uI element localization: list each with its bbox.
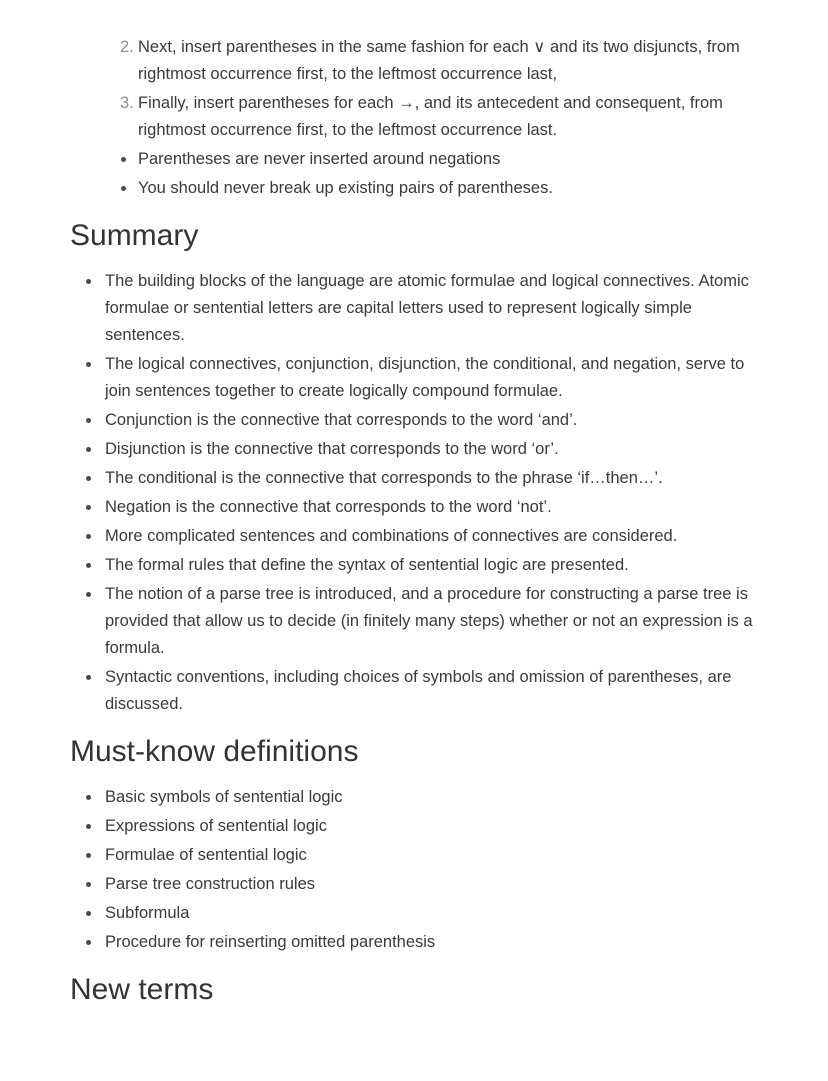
bulleted-list-item [70,406,758,435]
bullet-icon [70,842,105,858]
bullet-item-text: Basic symbols of sentential logic [105,788,343,806]
bullet-item-text: Negation is the connective that corresponds to the word ‘not’. [105,498,552,516]
bullet-item-text: Expressions of sentential logic [105,817,327,835]
bulleted-list-item [70,522,758,551]
bullet-item-text: The formal rules that define the syntax of sentential logic are presented. [105,556,629,574]
bulleted-list-item [70,812,758,841]
bullet-item-text: The notion of a parse tree is introduced, and a procedure for constructing a parse tree is provided that allow us to decide (in finitely many steps) whether or not an expression is a formula. [105,585,753,657]
bulleted-list-item [70,580,758,663]
bullet-item-text: The conditional is the connective that corresponds to the phrase ‘if…then…’. [105,469,663,487]
must-know-definitions-heading: Must-know definitions [70,735,359,768]
bullet-item-text: The building blocks of the language are atomic formulae and logical connectives. Atomic formulae or sentential letters are capital letters used to represent logically simple sentences. [105,272,749,344]
bullet-item-text: Syntactic conventions, including choices of symbols and omission of parentheses, are discussed. [105,668,732,713]
summary-list [70,267,758,719]
list-number: 2. [120,38,134,56]
bulleted-list-item [120,145,758,174]
bulleted-list-item [70,464,758,493]
numbered-list-item [120,33,758,89]
numbered-item-text: Finally, insert parentheses for each →, and its antecedent and consequent, from rightmost occurrence first, to the leftmost occurrence last. [138,94,723,139]
new-terms-heading: New terms [70,973,214,1006]
bulleted-list-item [70,928,758,957]
bullet-item-text: Conjunction is the connective that corresponds to the word ‘and’. [105,411,578,429]
bullet-icon [70,929,105,945]
bullet-item-text: Formulae of sentential logic [105,846,307,864]
bullet-item-text: Procedure for reinserting omitted parenthesis [105,933,436,951]
bullet-icon [70,664,105,680]
bullet-icon [70,784,105,800]
list-number: 3. [120,94,134,112]
bullet-item-text: Disjunction is the connective that corresponds to the word ‘or’. [105,440,559,458]
parenthesis-procedure-section [120,33,758,203]
bullet-icon [70,813,105,829]
bulleted-list-item [70,899,758,928]
bullet-icon [70,465,105,481]
bullet-icon [70,581,105,597]
bulleted-list-item [70,870,758,899]
numbered-item-text: Next, insert parentheses in the same fashion for each ∨ and its two disjuncts, from rightmost occurrence first, to the leftmost occurrence last, [138,38,740,83]
bulleted-list-item [70,493,758,522]
numbered-list-item [120,89,758,145]
bulleted-list-item [70,267,758,350]
bullet-icon [70,494,105,510]
bullet-item-text: More complicated sentences and combinations of connectives are considered. [105,527,678,545]
bulleted-list-item [120,174,758,203]
summary-heading: Summary [70,219,199,252]
bulleted-list-item [70,663,758,719]
bullet-icon [70,523,105,539]
must-know-list [70,783,758,957]
bulleted-list-item [70,841,758,870]
bullet-icon [70,552,105,568]
bulleted-list-item [70,350,758,406]
bulleted-list-item [70,551,758,580]
bullet-icon [70,436,105,452]
bullet-icon [120,175,138,191]
bullet-icon [70,871,105,887]
bullet-item-text: Parse tree construction rules [105,875,316,893]
bullet-icon [70,900,105,916]
bullet-icon [70,268,105,284]
bulleted-list-item [70,783,758,812]
bulleted-list-item [70,435,758,464]
bullet-icon [70,407,105,423]
bullet-icon [70,351,105,367]
bullet-item-text: The logical connectives, conjunction, disjunction, the conditional, and negation, serve to join sentences together to create logically compound formulae. [105,355,745,400]
bullet-item-text: You should never break up existing pairs of parentheses. [138,179,553,197]
bullet-item-text: Parentheses are never inserted around negations [138,150,501,168]
bullet-icon [120,146,138,162]
bullet-item-text: Subformula [105,904,190,922]
